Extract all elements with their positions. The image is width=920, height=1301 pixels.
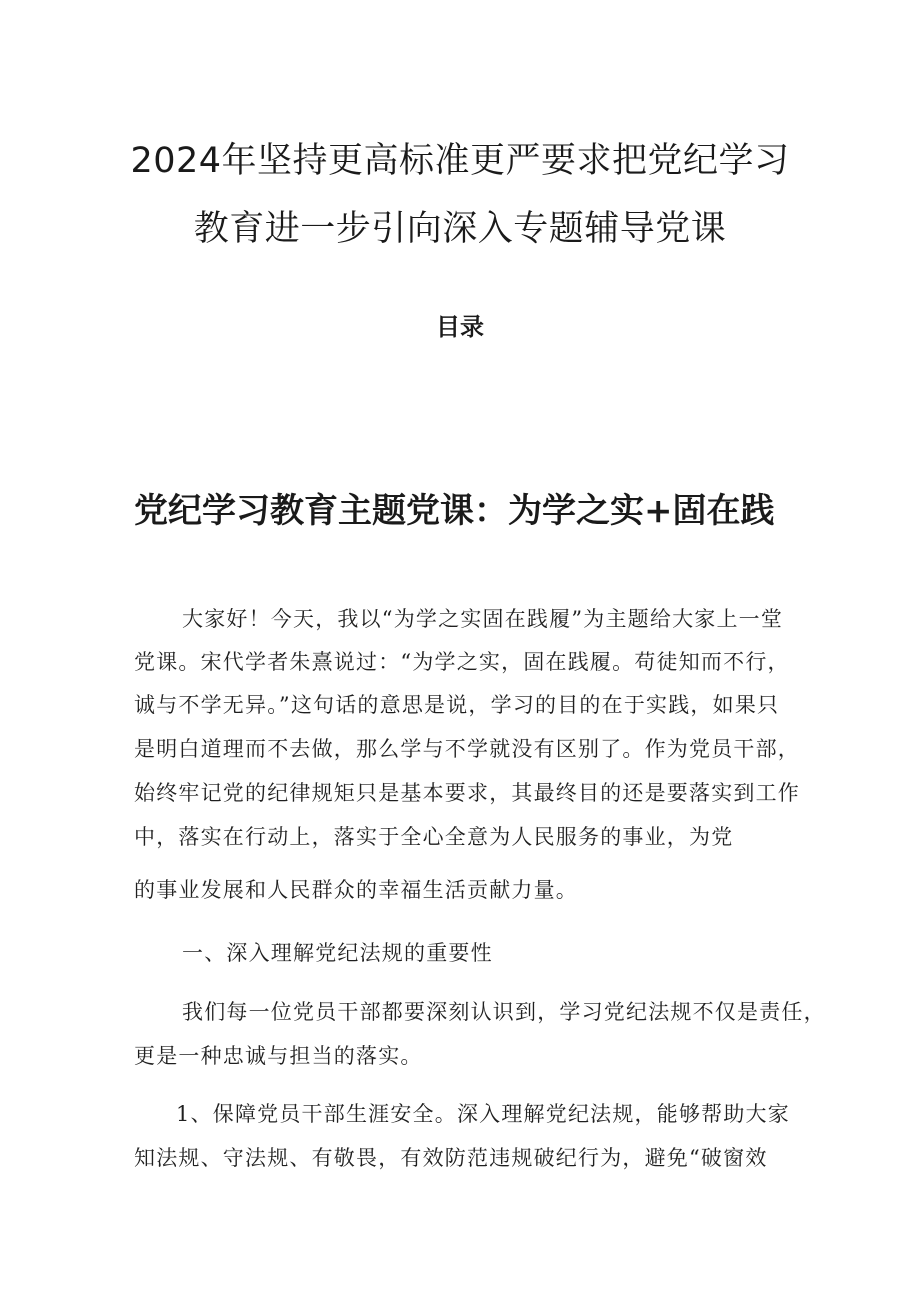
body-line: 知法规、守法规、有敬畏，有效防范违规破纪行为，避免“破窗效 [134, 1146, 768, 1170]
section-heading: 一、深入理解党纪法规的重要性 [182, 941, 493, 965]
body-line: 中，落实在行动上，落实于全心全意为人民服务的事业，为党 [134, 825, 734, 849]
body-line: 我们每一位党员干部都要深刻认识到，学习党纪法规不仅是责任， [182, 1000, 826, 1024]
body-line: 更是一种忠诚与担当的落实。 [134, 1044, 423, 1068]
body-line: 是明白道理而不去做，那么学与不学就没有区别了。作为党员干部， [134, 737, 800, 761]
lesson-title: 党纪学习教育主题党课：为学之实+固在践 [134, 491, 775, 532]
body-line: 诚与不学无异。”这句话的意思是说，学习的目的在于实践，如果只 [134, 693, 780, 717]
body-line: 党课。宋代学者朱熹说过：“为学之实，固在践履。苟徒知而不行， [134, 650, 790, 674]
body-line: 大家好！今天，我以“为学之实固在践履”为主题给大家上一堂 [182, 607, 784, 631]
body-line: 始终牢记党的纪律规矩只是基本要求，其最终目的还是要落实到工作 [134, 781, 800, 805]
document-title-line-2: 教育进一步引向深入专题辅导党课 [193, 209, 727, 249]
document-title-line-1: 2024年坚持更高标准更严要求把党纪学习 [130, 141, 790, 181]
table-of-contents-heading: 目录 [436, 313, 484, 341]
body-line: 1、保障党员干部生涯安全。深入理解党纪法规，能够帮助大家 [176, 1102, 790, 1126]
body-line: 的事业发展和人民群众的幸福生活贡献力量。 [134, 878, 578, 902]
